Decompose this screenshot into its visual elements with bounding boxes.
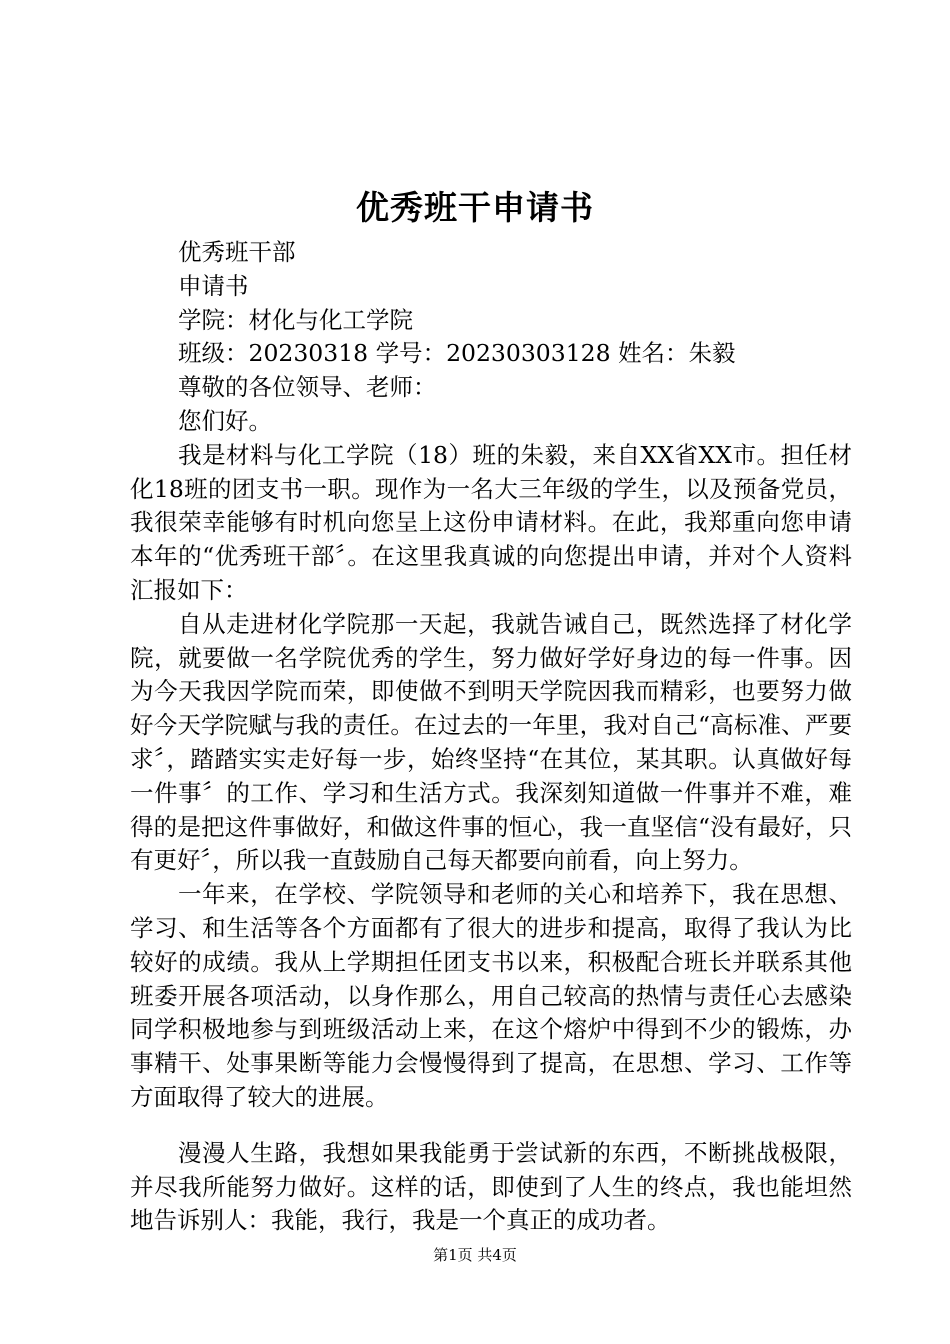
header-line-award: 优秀班干部 (178, 238, 296, 266)
header-line-college: 学院：材化与化工学院 (178, 305, 413, 334)
document-title: 优秀班干申请书 (356, 188, 594, 227)
header-line-application: 申请书 (178, 271, 249, 300)
salutation: 尊敬的各位领导、老师： (178, 373, 437, 402)
paragraph-self-discipline: 自从走进材化学院那一天起，我就告诫自己，既然选择了材化学院，就要做一名学院优秀的学生，努力做好学好身边的每一件事。因为今天我因学院而荣，即使做不到明天学院因我而精彩，也要努力做好今天学院赋与我的责任。在过去的一年里，我对自己“高标准、严要求〞，踏踏实实走好每一步，始终坚持“在其位，某其职。认真做好每一件事〞的工作、学习和生活方式。我深刻知道做一件事并不难，难得的是把这件事做好，和做这件事的恒心，我一直坚信“没有最好，只有更好〞，所以我一直鼓励自己每天都要向前看，向上努力。 (130, 609, 852, 875)
greeting: 您们好。 (178, 406, 272, 435)
header-line-student-info: 班级：20230318 学号：20230303128 姓名：朱毅 (178, 339, 736, 368)
document-body (130, 236, 852, 1238)
paragraph-gap (130, 1115, 852, 1137)
paragraph-introduction: 我是材料与化工学院（18）班的朱毅，来自XX省XX市。担任材化18班的团支书一职。现作为一名大三年级的学生，以及预备党员，我很荣幸能够有时机向您呈上这份申请材料。在此，我郑重向您申请本年的“优秀班干部〞。在这里我真诚的向您提出申请，并对个人资料汇报如下： (130, 440, 852, 604)
page-number-footer: 第1页 共4页 (433, 1246, 517, 1264)
paragraph-achievements: 一年来，在学校、学院领导和老师的关心和培养下，我在思想、学习、和生活等各个方面都有了很大的进步和提高，取得了我认为比较好的成绩。我从上学期担任团支书以来，积极配合班长并联系其他班委开展各项活动，以身作那么，用自己较高的热情与责任心去感染同学积极地参与到班级活动上来，在这个熔炉中得到不少的锻炼，办事精干、处事果断等能力会慢慢得到了提高，在思想、学习、工作等方面取得了较大的进展。 (130, 880, 852, 1111)
paragraph-conclusion: 漫漫人生路，我想如果我能勇于尝试新的东西，不断挑战极限，并尽我所能努力做好。这样的话，即使到了人生的终点，我也能坦然地告诉别人：我能，我行，我是一个真正的成功者。 (130, 1138, 852, 1235)
